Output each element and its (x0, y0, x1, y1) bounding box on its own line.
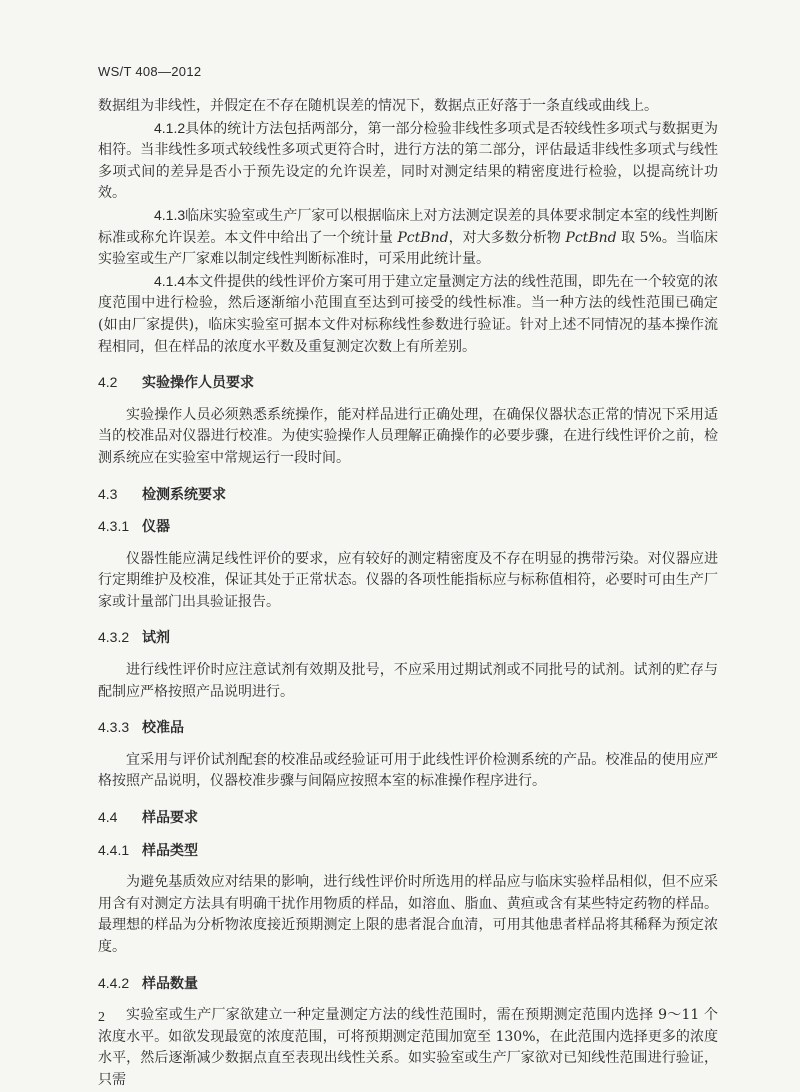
body-4-2: 实验操作人员必须熟悉系统操作，能对样品进行正确处理，在确保仪器状态正常的情况下采用适当的校准品对仪器进行校准。为使实验操作人员理解正确操作的必要步骤，在进行线性评价之前，检测系统应在实验室中常规运行一段时间。 (98, 406, 718, 466)
clause-number: 4.1.3 (154, 206, 186, 223)
standard-code: WS/T 408—2012 (98, 64, 202, 79)
heading-4-4-1: 4.4.1 样品类型 (98, 841, 198, 859)
variable-pctbnd: PctBnd (565, 229, 617, 246)
body-4-4-2: 实验室或生产厂家欲建立一种定量测定方法的线性范围时，需在预期测定范围内选择 9～11 个浓度水平。如欲发现最宽的浓度范围，可将预期测定范围加宽至 130%，在此范围内选择更多的浓度水平，然后逐渐减少数据点直至表现出线性关系。如实验室或生产厂家欲对已知线性范围进行验证，只需 (98, 1007, 718, 1088)
heading-4-3-3: 4.3.3 校准品 (98, 719, 184, 737)
clause-4-1-2: 4.1.2具体的统计方法包括两部分，第一部分检验非线性多项式是否较线性多项式与数据更为相符。当非线性多项式较线性多项式更符合时，进行方法的第二部分，评估最适非线性多项式与线性多项式间的差异是否小于预先设定的允许误差，同时对测定结果的精密度进行检验，以提高统计功效。 (98, 119, 718, 202)
variable-pctbnd: PctBnd (397, 229, 449, 246)
body-4-3-2: 进行线性评价时应注意试剂有效期及批号，不应采用过期试剂或不同批号的试剂。试剂的贮存与配制应严格按照产品说明进行。 (98, 662, 718, 700)
body-4-4-1: 为避免基质效应对结果的影响，进行线性评价时所选用的样品应与临床实验样品相似，但不应采用含有对测定方法具有明确干扰作用物质的样品，如溶血、脂血、黄疸或含有某些特定药物的样品。最理想的样品为分析物浓度接近预期测定上限的患者混合血清，可用其他患者样品将其稀释为预定浓度。 (98, 874, 718, 955)
clause-4-1-3: 4.1.3临床实验室或生产厂家可以根据临床上对方法测定误差的具体要求制定本室的线性判断标准或称允许误差。本文件中给出了一个统计量 PctBnd，对大多数分析物 PctBnd 取 5%。当临床实验室或生产厂家难以制定线性判断标准时，可采用此统计量。 (98, 206, 718, 268)
clause-number: 4.1.4 (154, 272, 186, 289)
body-4-3-1: 仪器性能应满足线性评价的要求，应有较好的测定精密度及不存在明显的携带污染。对仪器应进行定期维护及校准，保证其处于正常状态。仪器的各项性能指标应与标称值相符，必要时可由生产厂家或计量部门出具验证报告。 (98, 550, 718, 610)
heading-4-3: 4.3 检测系统要求 (98, 485, 226, 503)
page-number: 2 (98, 1010, 105, 1025)
body-4-3-3: 宜采用与评价试剂配套的校准品或经验证可用于此线性评价检测系统的产品。校准品的使用应严格按照产品说明，仪器校准步骤与间隔应按照本室的标准操作程序进行。 (98, 751, 718, 790)
page-body (98, 96, 718, 1092)
heading-4-3-1: 4.3.1 仪器 (98, 518, 170, 536)
paragraph-continuation: 数据组为非线性，并假定在不存在随机误差的情况下，数据点正好落于一条直线或曲线上。 (98, 98, 658, 114)
heading-4-4-2: 4.4.2 样品数量 (98, 974, 198, 992)
clause-number: 4.1.2 (154, 119, 186, 136)
heading-4-2: 4.2 实验操作人员要求 (98, 374, 254, 392)
heading-4-4: 4.4 样品要求 (98, 809, 198, 827)
clause-4-1-4: 4.1.4本文件提供的线性评价方案可用于建立定量测定方法的线性范围，即先在一个较宽的浓度范围中进行检验，然后逐渐缩小范围直至达到可接受的线性标准。当一种方法的线性范围已确定(如由厂家提供)，临床实验室可据本文件对标称线性参数进行验证。针对上述不同情况的基本操作流程相同，但在样品的浓度水平数及重复测定次数上有所差别。 (98, 272, 718, 355)
heading-4-3-2: 4.3.2 试剂 (98, 629, 170, 647)
